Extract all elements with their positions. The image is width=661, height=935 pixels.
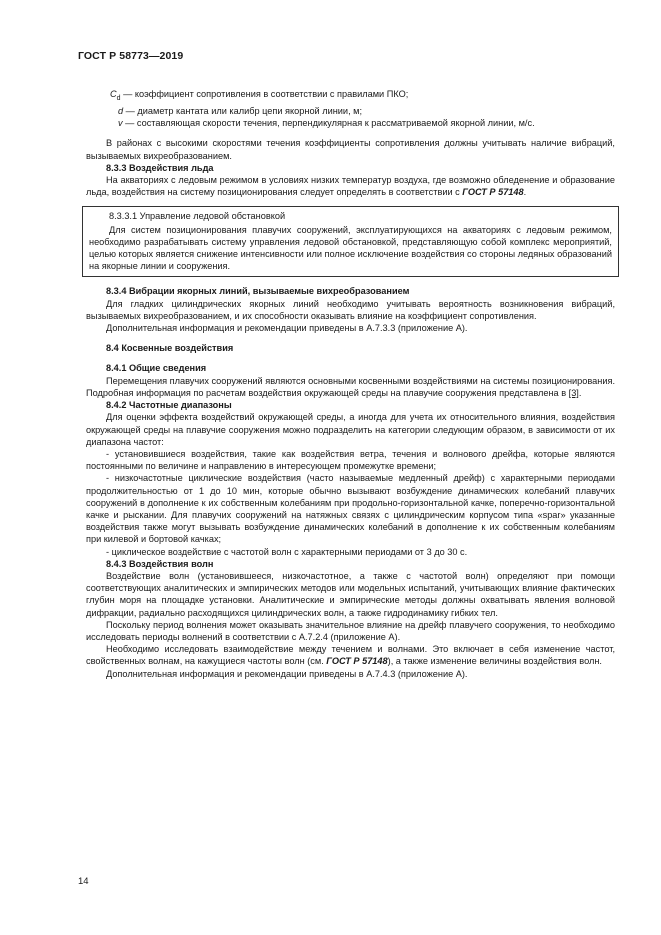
heading-8-4-2: 8.4.2 Частотные диапазоны [106, 400, 232, 411]
paragraph-additional-info-a733: Дополнительная информация и рекомендации приведены в А.7.3.3 (приложение А). [106, 323, 468, 334]
document-header: ГОСТ Р 58773—2019 [78, 50, 184, 62]
heading-8-4: 8.4 Косвенные воздействия [106, 343, 234, 354]
paragraph-general-info: Перемещения плавучих сооружений являются основными косвенными воздействиями на системы позиционирования. Подробная информация по расчетам воздействия окружающей среды на плавучие сооружения представлена в [3]. [86, 375, 615, 398]
heading-8-4-1: 8.4.1 Общие сведения [106, 363, 207, 374]
paragraph-frequency-intro: Для оценки эффекта воздействий окружающей среды, а иногда для учета их относительного влияния, воздействия окружающей среды на плавучие сооружения можно подразделить на категории следующим образом, в зависимости от их диапазона частот: [86, 412, 615, 447]
page-number: 14 [78, 876, 89, 887]
definition-v: v — составляющая скорости течения, перпендикулярная к рассматриваемой якорной линии, м/с. [118, 118, 535, 129]
list-item: - установившиеся воздействия, такие как воздействия ветра, течения и волнового дрейфа, которые являются постоянными по величине и направлению в интересующем промежутке времени; [86, 448, 615, 472]
heading-8-4-3: 8.4.3 Воздействия волн [106, 558, 214, 569]
standard-reference: ГОСТ Р 57148 [462, 187, 524, 198]
ice-management-box [82, 206, 619, 277]
paragraph-current-speed: В районах с высокими скоростями течения коэффициенты сопротивления должны учитывать наличие вибраций, вызываемых вихреобразованием. [86, 138, 615, 161]
list-item: - циклическое воздействие с частотой волн с характерными периодами от 3 до 30 с. [106, 546, 468, 557]
symbol-c: C [110, 89, 117, 99]
definition-d: d — диаметр кантата или калибр цепи якорной линии, м; [118, 106, 363, 117]
document-body [86, 88, 615, 680]
heading-8-3-3: 8.3.3 Воздействия льда [106, 162, 214, 173]
paragraph-ice-loads: На акваториях с ледовым режимом в условиях низких температур воздуха, где возможно обледенение и образование льда, воздействия на систему позиционирования следует определять в соответствии с ГОСТ Р 57148. [86, 175, 615, 198]
symbol-d: d [118, 106, 124, 117]
paragraph-additional-info-a743: Дополнительная информация и рекомендации приведены в А.7.4.3 (приложение А). [106, 668, 468, 679]
heading-8-3-4: 8.3.4 Вибрации якорных линий, вызываемые вихреобразованием [106, 286, 410, 297]
bibliography-link[interactable]: [3] [568, 387, 579, 398]
standard-reference: ГОСТ Р 57148 [326, 656, 388, 667]
definition-cd: $C_d$ — коэффициент сопротивления в соответствии с правилами ПКО; [110, 89, 409, 102]
paragraph-wave-period: Поскольку период волнения может оказывать значительное влияние на дрейф плавучего сооружения, то необходимо исследовать периоды волнений в соответствии с А.7.2.4 (приложение А). [86, 619, 615, 642]
symbol-subscript-d: d [116, 94, 121, 102]
paragraph-wave-loads: Воздействие волн (установившееся, низкочастотное, а также с частотой волн) определяют при помощи соответствующих аналитических и эмпирических методов или модельных испытаний, учитывающих влияние фактических глубин моря на площадке установки. Аналитические и эмпирические методы должны охватывать явления волновой дифракции, радиально расходящихся цилиндрических волн, а также гидродинамику гибких тел. [86, 570, 615, 618]
list-item: - низкочастотные циклические воздействия (часто называемые медленный дрейф) с характерными периодами продолжительностью от 1 до 10 мин, которые обычно вызывают возбуждение динамических колебаний плавучих сооружений в дополнение к их собственным колебаниям при продольно-горизонтальной качке, поперечно-горизонтальной качке и рыскании. Для плавучих сооружений на натяжных связях с цилиндрическим корпусом типа «spar» указанные воздействия также могут вызывать возбуждение динамических колебаний в дополнение к их собственным колебаниям при килевой и бортовой качках; [86, 473, 615, 545]
paragraph-vortex-vibration: Для гладких цилиндрических якорных линий необходимо учитывать вероятность возникновения вибраций, вызываемых вихреобразованием, и их способности оказывать влияние на коэффициент сопротивления. [86, 298, 615, 321]
paragraph-current-wave-interaction: Необходимо исследовать взаимодействие между течением и волнами. Это включает в себя изменение частот, свойственных волнам, на кажущиеся частоты волн (см. ГОСТ Р 57148), а также изменение величины воздействия волн. [86, 644, 615, 667]
box-text: Для систем позиционирования плавучих сооружений, эксплуатирующихся на акваториях с ледовым режимом, необходимо разрабатывать систему управления ледовой обстановкой, представляющую собой комплекс мероприятий, целью которых является снижение интенсивности или полное исключение воздействия со стороны ледяных образований на якорные линии и сооружения. [89, 224, 613, 272]
symbol-v: v [118, 118, 123, 129]
box-title: 8.3.3.1 Управление ледовой обстановкой [109, 211, 286, 222]
